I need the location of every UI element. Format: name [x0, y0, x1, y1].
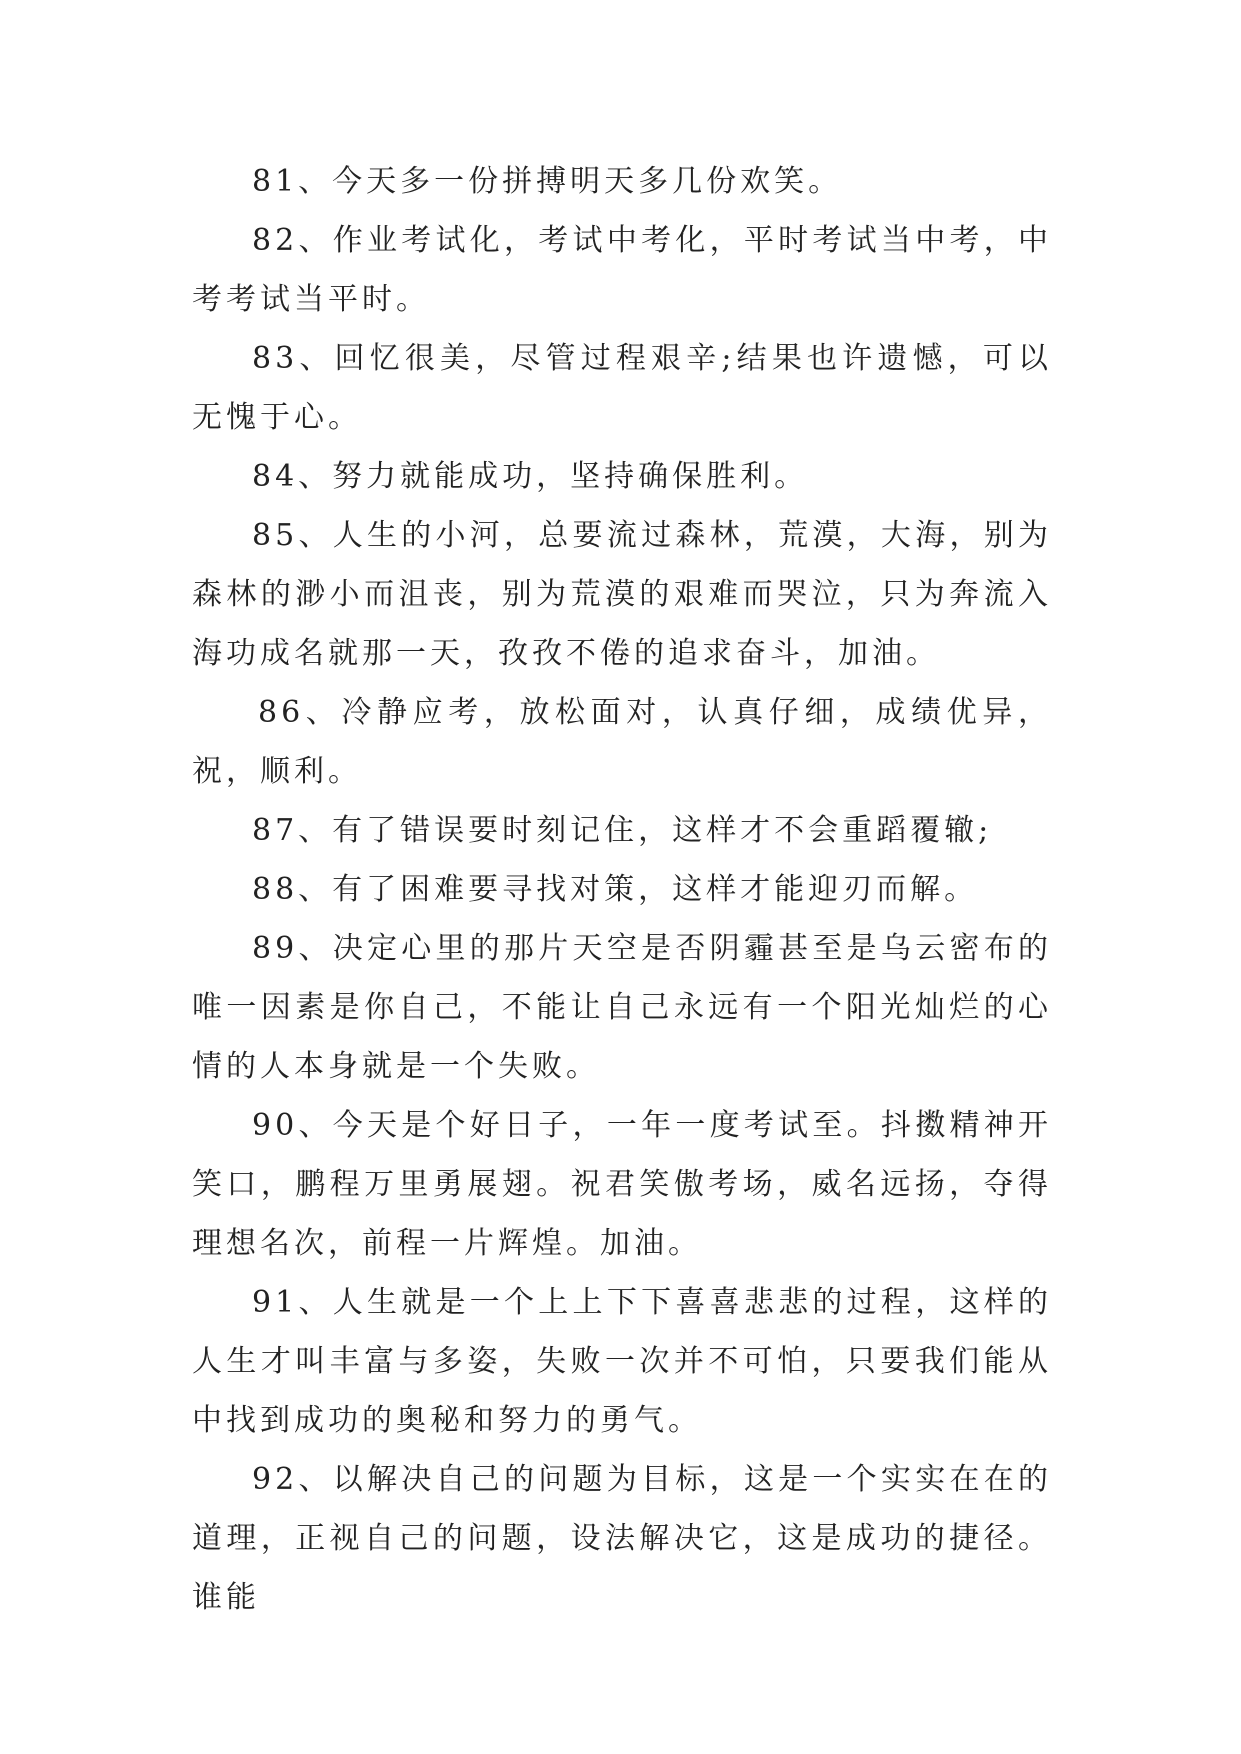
paragraph-89: 89、决定心里的那片天空是否阴霾甚至是乌云密布的唯一因素是你自己，不能让自己永远有一个阳光灿烂的心情的人本身就是一个失败。 [192, 931, 1052, 1084]
paragraph-86: 86、冷静应考，放松面对，认真仔细，成绩优异，祝，顺利。 [192, 695, 1052, 789]
paragraph-92: 92、以解决自己的问题为目标，这是一个实实在在的道理，正视自己的问题，设法解决它，这是成功的捷径。谁能 [192, 1462, 1052, 1615]
paragraph-91: 91、人生就是一个上上下下喜喜悲悲的过程，这样的人生才叫丰富与多姿，失败一次并不可怕，只要我们能从中找到成功的奥秘和努力的勇气。 [192, 1285, 1052, 1438]
paragraph-83: 83、回忆很美，尽管过程艰辛;结果也许遗憾，可以无愧于心。 [192, 341, 1052, 435]
paragraph-81: 81、今天多一份拼搏明天多几份欢笑。 [252, 164, 843, 199]
paragraph-85: 85、人生的小河，总要流过森林，荒漠，大海，别为森林的渺小而沮丧，别为荒漠的艰难而哭泣，只为奔流入海功成名就那一天，孜孜不倦的追求奋斗，加油。 [192, 518, 1052, 671]
paragraph-88: 88、有了困难要寻找对策，这样才能迎刃而解。 [252, 872, 979, 907]
document-body [192, 152, 1052, 1627]
paragraph-90: 90、今天是个好日子，一年一度考试至。抖擞精神开笑口，鹏程万里勇展翅。祝君笑傲考场，威名远扬，夺得理想名次，前程一片辉煌。加油。 [192, 1108, 1052, 1261]
paragraph-87: 87、有了错误要时刻记住，这样才不会重蹈覆辙; [252, 813, 993, 848]
paragraph-82: 82、作业考试化，考试中考化，平时考试当中考，中考考试当平时。 [192, 223, 1052, 317]
paragraph-84: 84、努力就能成功，坚持确保胜利。 [252, 459, 809, 494]
